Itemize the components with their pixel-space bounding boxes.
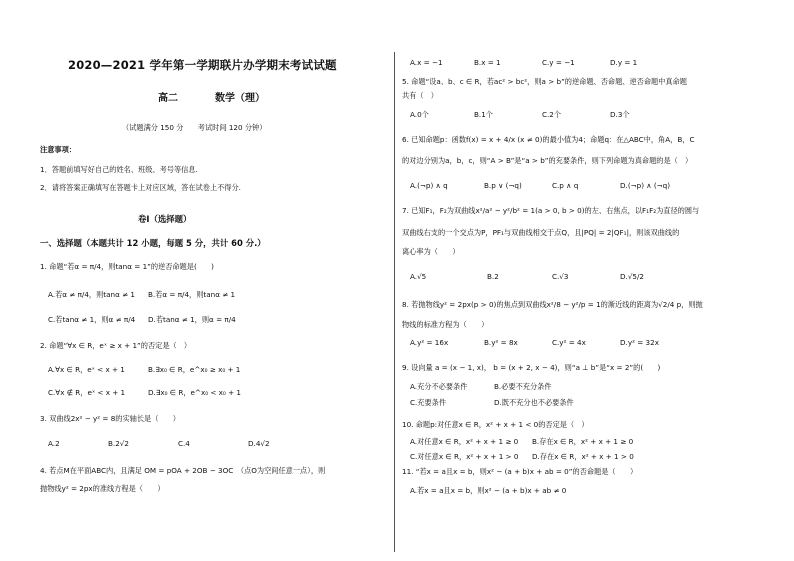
question-10-option-c: C.对任意x ∈ R，x² + x + 1 > 0 bbox=[410, 452, 519, 461]
question-3-option-d: D.4√2 bbox=[248, 439, 270, 448]
question-3-option-b: B.2√2 bbox=[108, 439, 129, 448]
question-10-option-b: B.存在x ∈ R，x² + x + 1 ≥ 0 bbox=[532, 437, 634, 446]
question-8-option-c: C.y² = 4x bbox=[552, 338, 586, 347]
grade-label: 高二 bbox=[158, 93, 178, 104]
question-3-stem: 3. 双曲线2x² − y² = 8的实轴长是（ ） bbox=[40, 414, 180, 423]
question-1-option-c: C.若tanα ≠ 1，则α ≠ π/4 bbox=[48, 315, 136, 324]
question-10-option-d: D.存在x ∈ R，x² + x + 1 > 0 bbox=[532, 452, 634, 461]
question-2-stem: 2. 命题“∀x ∈ R，eˣ ≥ x + 1”的否定是（ ） bbox=[40, 341, 192, 350]
question-4-option-a: A.x = −1 bbox=[410, 58, 443, 67]
question-1-option-d: D.若tanα ≠ 1，则α = π/4 bbox=[148, 315, 236, 324]
question-9-stem: 9. 设向量 a = (x − 1, x)， b = (x + 2, x − 4)，则“a ⊥ b”是“x = 2”的( ) bbox=[402, 363, 661, 372]
question-4-option-d: D.y = 1 bbox=[610, 58, 638, 67]
notes-heading: 注意事项： bbox=[40, 145, 76, 154]
exam-title: 2020—2021 学年第一学期联片办学期末考试试题 bbox=[68, 58, 337, 72]
question-5-option-a: A.0个 bbox=[410, 110, 429, 119]
question-2-option-d: D.∃x₀ ∈ R，e^x₀ < x₀ + 1 bbox=[148, 388, 241, 397]
question-5-option-b: B.1个 bbox=[474, 110, 493, 119]
note-item: 1．答题前填写好自己的姓名、班级、考号等信息. bbox=[40, 165, 198, 174]
question-7-option-d: D.√5/2 bbox=[620, 272, 644, 281]
question-5-option-d: D.3个 bbox=[610, 110, 630, 119]
question-8-line-1: 8. 若抛物线y² = 2px(p > 0)的焦点到双曲线x²/8 − y²/p = 1的渐近线的距离为√2/4 p，则抛 bbox=[402, 300, 703, 309]
question-1-option-a: A.若α ≠ π/4，则tanα ≠ 1 bbox=[48, 290, 135, 299]
column-divider bbox=[394, 52, 395, 552]
question-4-option-c: C.y = −1 bbox=[542, 58, 575, 67]
question-9-option-d: D.既不充分也不必要条件 bbox=[494, 398, 574, 407]
question-1-stem: 1. 命题“若α = π/4，则tanα = 1”的逆否命题是( ) bbox=[40, 262, 214, 271]
question-3-option-c: C.4 bbox=[178, 439, 190, 448]
question-3-option-a: A.2 bbox=[48, 439, 60, 448]
question-7-line-2: 双曲线右支的一个交点为P，PF₁与双曲线相交于点Q，且|PQ| = 2|QF₁|，则该双曲线的 bbox=[402, 228, 680, 237]
exam-meta: （试题满分 150 分 考试时间 120 分钟） bbox=[122, 123, 267, 132]
question-5-option-c: C.2个 bbox=[542, 110, 562, 119]
question-7-option-c: C.√3 bbox=[552, 272, 569, 281]
question-4-option-b: B.x = 1 bbox=[474, 58, 501, 67]
question-6-option-a: A.(¬p) ∧ q bbox=[410, 181, 448, 190]
question-6-line-2: 的对边分别为a，b，c，则“A > B”是“a > b”的充要条件，则下列命题为真命题的是（ ） bbox=[402, 156, 693, 165]
question-2-option-b: B.∃x₀ ∈ R，e^x₀ ≥ x₀ + 1 bbox=[148, 365, 241, 374]
question-11-stem: 11. “若x = a且x = b，则x² − (a + b)x + ab = 0”的否命题是（ ） bbox=[402, 467, 638, 476]
question-2-option-a: A.∀x ∈ R，eˣ < x + 1 bbox=[48, 365, 125, 374]
question-7-option-a: A.√5 bbox=[410, 272, 427, 281]
question-9-option-b: B.必要不充分条件 bbox=[494, 382, 552, 391]
question-11-option-a: A.若x = a且x = b，则x² − (a + b)x + ab ≠ 0 bbox=[410, 486, 567, 495]
question-1-option-b: B.若α = π/4，则tanα ≠ 1 bbox=[148, 290, 236, 299]
note-item: 2．请将答案正确填写在答题卡上对应区域，答在试卷上不得分. bbox=[40, 183, 241, 192]
question-7-line-1: 7. 已知F₁，F₂为双曲线x²/a² − y²/b² = 1(a > 0, b > 0)的左、右焦点，以F₁F₂为直径的圆与 bbox=[402, 206, 700, 215]
subject-label: 数学（理） bbox=[215, 93, 265, 104]
question-5-line-2: 共有（ ） bbox=[402, 91, 438, 100]
part-title: 卷Ⅰ（选择题） bbox=[138, 214, 192, 224]
question-2-option-c: C.∀x ∉ R，eˣ < x + 1 bbox=[48, 388, 126, 397]
question-6-option-b: B.p ∨ (¬q) bbox=[484, 181, 522, 190]
section-heading: 一、选择题（本题共计 12 小题，每题 5 分，共计 60 分.） bbox=[40, 238, 266, 248]
question-7-option-b: B.2 bbox=[487, 272, 499, 281]
question-10-option-a: A.对任意x ∈ R，x² + x + 1 ≥ 0 bbox=[410, 437, 519, 446]
question-6-line-1: 6. 已知命题p：函数f(x) = x + 4/x (x ≠ 0)的最小值为4；命题q：在△ABC中，角A，B，C bbox=[402, 135, 695, 144]
question-8-option-d: D.y² = 32x bbox=[620, 338, 659, 347]
question-4-line-2: 抛物线y² = 2px的准线方程是（ ） bbox=[40, 484, 165, 493]
question-9-option-c: C.充要条件 bbox=[410, 398, 447, 407]
question-9-option-a: A.充分不必要条件 bbox=[410, 382, 468, 391]
question-5-line-1: 5. 命题“设a、b、c ∈ R，若ac² > bc²，则a > b”的逆命题、否命题、逆否命题中真命题 bbox=[402, 77, 687, 86]
question-4-line-1: 4. 若点M在平面ABC内，且满足 OM = pOA + 2OB − 3OC （点O为空间任意一点），则 bbox=[40, 466, 326, 475]
question-6-option-c: C.p ∧ q bbox=[552, 181, 579, 190]
question-6-option-d: D.(¬p) ∧ (¬q) bbox=[620, 181, 671, 190]
question-8-line-2: 物线的标准方程为（ ） bbox=[402, 320, 489, 329]
question-10-stem: 10. 命题p:对任意x ∈ R，x² + x + 1 < 0的否定是（ ） bbox=[402, 420, 589, 429]
question-8-option-b: B.y² = 8x bbox=[484, 338, 518, 347]
question-8-option-a: A.y² = 16x bbox=[410, 338, 449, 347]
question-7-line-3: 离心率为（ ） bbox=[402, 247, 460, 256]
